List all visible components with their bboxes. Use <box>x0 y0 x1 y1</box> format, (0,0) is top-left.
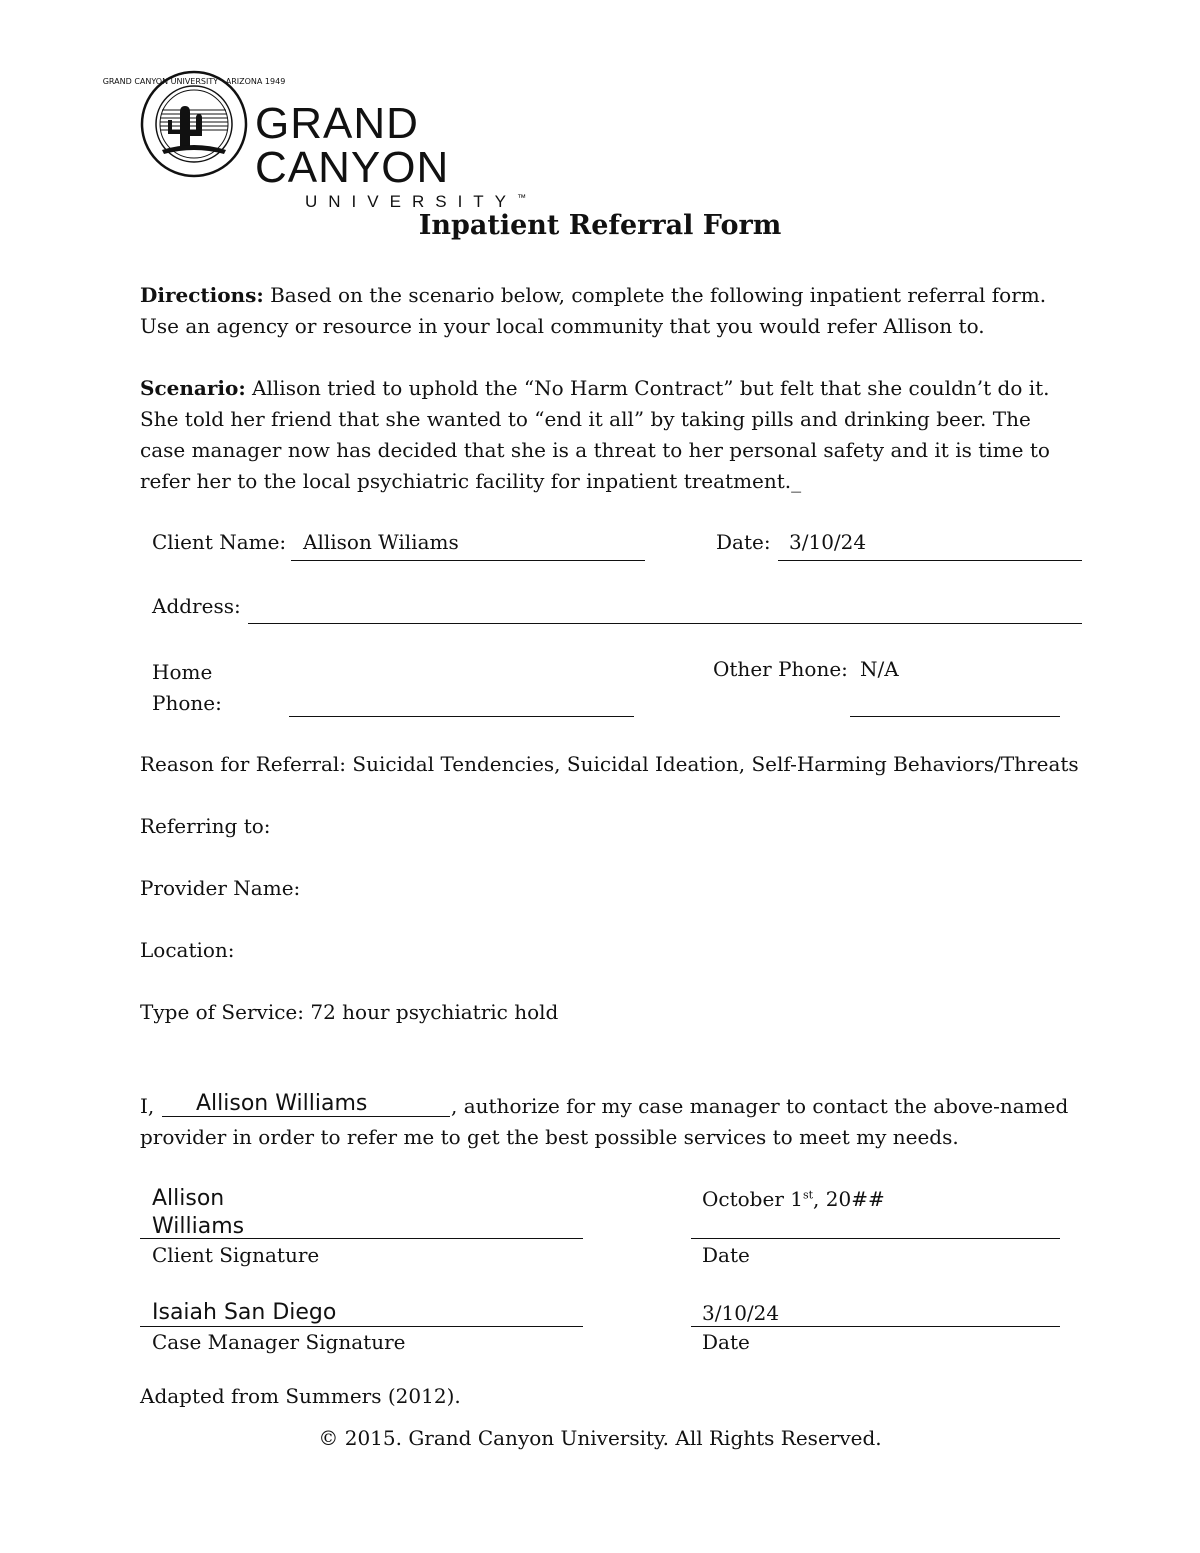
authorization-suffix: , authorize for my case manager to contact the above-named <box>451 1094 1069 1118</box>
trademark-symbol: ™ <box>517 192 527 203</box>
case-manager-date-label: Date <box>702 1330 750 1354</box>
client-date-main: October 1 <box>702 1187 803 1211</box>
authorization-name-line <box>162 1116 450 1117</box>
directions-paragraph <box>140 280 1070 342</box>
referring-to: Referring to: <box>140 814 271 838</box>
case-manager-date-line <box>691 1326 1060 1327</box>
provider-name: Provider Name: <box>140 876 301 900</box>
client-date-line <box>691 1238 1060 1239</box>
date-label: Date: <box>716 530 771 554</box>
scenario-text: Allison tried to uphold the “No Harm Contract” but felt that she couldn’t do it. She told her friend that she wanted to “end it all” by taking pills and drinking beer. The case manager now has decided that she is a threat to her personal safety and it is time to refer her to the local psychiatric facility for inpatient treatment._ <box>140 376 1050 493</box>
seal-text: GRAND CANYON UNIVERSITY · ARIZONA 1949 <box>102 77 286 86</box>
university-logo <box>102 70 620 211</box>
type-of-service: Type of Service: 72 hour psychiatric hold <box>140 1000 559 1024</box>
home-phone-label-line-2: Phone: <box>152 691 222 715</box>
home-phone-label-line-1: Home <box>152 660 213 684</box>
case-manager-date-value[interactable]: 3/10/24 <box>702 1301 780 1325</box>
scenario-paragraph <box>140 373 1070 497</box>
address-line <box>248 623 1082 624</box>
adapted-note: Adapted from Summers (2012). <box>140 1384 461 1408</box>
university-seal-icon <box>102 70 286 178</box>
client-signature-line-2: Williams <box>152 1214 245 1239</box>
other-phone-line <box>850 716 1060 717</box>
authorization-prefix: I, <box>140 1094 155 1118</box>
authorization-line-2: provider in order to refer me to get the best possible services to meet my needs. <box>140 1125 959 1149</box>
client-name-label: Client Name: <box>152 530 287 554</box>
other-phone-label: Other Phone: <box>713 657 848 681</box>
location: Location: <box>140 938 235 962</box>
client-date-value[interactable] <box>702 1187 885 1211</box>
date-line <box>778 560 1082 561</box>
client-date-sup: st <box>802 1188 814 1202</box>
wordmark-line-1: GRAND CANYON <box>255 99 450 192</box>
date-value[interactable]: 3/10/24 <box>789 530 867 554</box>
form-title: Inpatient Referral Form <box>418 210 782 241</box>
authorization-name[interactable]: Allison Williams <box>196 1091 368 1116</box>
home-phone-label <box>152 657 222 719</box>
client-name-line <box>291 560 645 561</box>
address-label: Address: <box>152 594 241 618</box>
copyright: © 2015. Grand Canyon University. All Rights Reserved. <box>318 1426 882 1450</box>
wordmark-university: UNIVERSITY <box>305 192 518 211</box>
home-phone-line <box>289 716 634 717</box>
wordmark <box>255 99 620 212</box>
case-manager-signature[interactable]: Isaiah San Diego <box>152 1300 337 1325</box>
wordmark-line-2 <box>305 192 620 212</box>
directions-label: Directions: <box>140 283 264 307</box>
client-signature-line <box>140 1238 583 1239</box>
client-date-label: Date <box>702 1243 750 1267</box>
directions-text: Based on the scenario below, complete the following inpatient referral form. Use an agency or resource in your local community that you would refer Allison to. <box>140 283 1047 338</box>
reason-for-referral: Reason for Referral: Suicidal Tendencies, Suicidal Ideation, Self-Harming Behaviors/Threats <box>140 752 1079 776</box>
client-signature-label: Client Signature <box>152 1243 320 1267</box>
other-phone-value[interactable]: N/A <box>860 657 899 681</box>
case-manager-signature-line <box>140 1326 583 1327</box>
client-date-rest: , 20## <box>813 1187 885 1211</box>
case-manager-signature-label: Case Manager Signature <box>152 1330 406 1354</box>
client-signature-line-1: Allison <box>152 1186 225 1211</box>
client-signature[interactable] <box>152 1185 244 1241</box>
client-name-value[interactable]: Allison Wiliams <box>303 530 459 554</box>
scenario-label: Scenario: <box>140 376 246 400</box>
